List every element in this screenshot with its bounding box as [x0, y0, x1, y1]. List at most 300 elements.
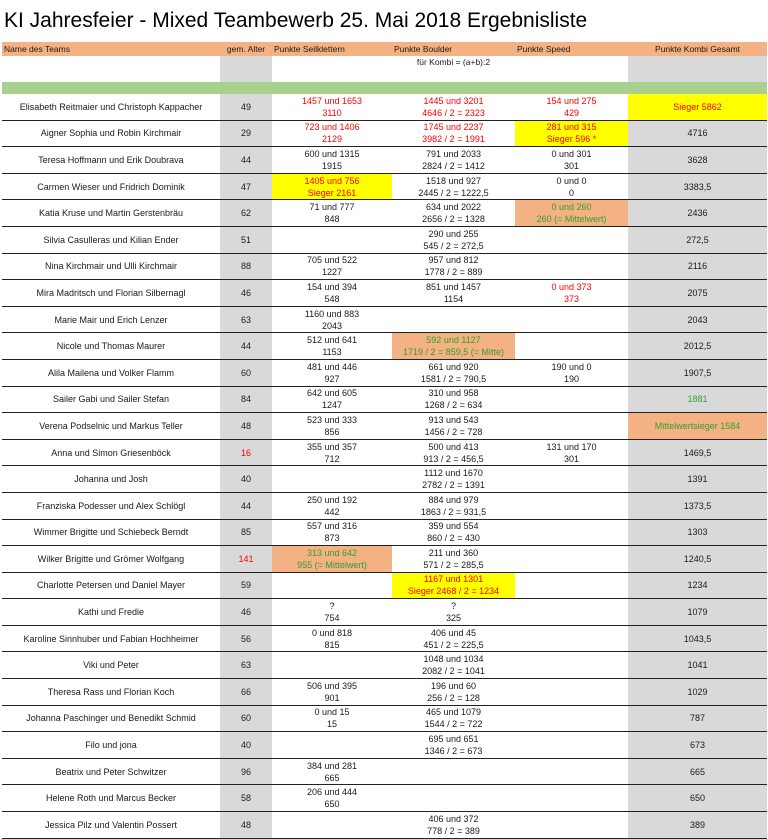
speed-cell: [515, 705, 628, 732]
speed-cell: [515, 625, 628, 652]
rope-cell: [272, 466, 392, 493]
rope-points-result: 901: [324, 692, 340, 703]
total-cell: [628, 413, 767, 440]
header-row: [2, 42, 767, 56]
total-value: 1041: [687, 660, 708, 671]
total-value: Mittelwertsieger 1584: [654, 420, 741, 431]
total-value: 2436: [687, 208, 708, 219]
rope-points-result: 754: [324, 613, 340, 624]
speed-cell: [515, 652, 628, 679]
age-value: 60: [240, 713, 251, 724]
total-value: 1469,5: [683, 447, 712, 458]
total-cell: [628, 333, 767, 360]
total-value: 4716: [687, 128, 708, 139]
rope-cell: [272, 519, 392, 546]
age-cell: [220, 519, 272, 546]
age-cell: [220, 572, 272, 599]
total-cell: [628, 386, 767, 413]
team-name-cell: [2, 572, 220, 599]
total-value: 1907,5: [683, 367, 712, 378]
table-row: [2, 200, 767, 227]
boulder-cell: [392, 120, 515, 147]
team-name: Charlotte Petersen und Daniel Mayer: [36, 580, 186, 591]
total-value: 1029: [687, 686, 708, 697]
team-name-cell: [2, 280, 220, 307]
rope-points-result: 650: [324, 799, 340, 810]
team-name-cell: [2, 812, 220, 839]
speed-points-detail: 0 und 260: [551, 202, 592, 213]
team-name: Johanna Paschinger und Benedikt Schmid: [26, 713, 196, 724]
table-row: [2, 812, 767, 839]
team-name: Anna und Simon Griesenböck: [51, 447, 171, 458]
rope-points-detail: 523 und 333: [306, 414, 358, 425]
rope-points-detail: 723 und 1406: [304, 122, 360, 133]
header-total: Punkte Kombi Gesamt: [628, 42, 767, 56]
team-name-cell: [2, 359, 220, 386]
team-name-cell: [2, 200, 220, 227]
table-row: [2, 546, 767, 573]
boulder-points-detail: ?: [450, 601, 456, 612]
total-value: 2075: [687, 287, 708, 298]
rope-cell: [272, 226, 392, 253]
team-name-cell: [2, 546, 220, 573]
boulder-points-detail: 791 und 2033: [425, 148, 482, 159]
speed-points-result: 190: [563, 373, 580, 384]
total-cell: [628, 599, 767, 626]
total-value: 1881: [687, 394, 708, 405]
speed-cell: [515, 599, 628, 626]
speed-cell: [515, 466, 628, 493]
team-name: Mira Madritsch und Florian Silbernagl: [36, 287, 186, 298]
age-value: 63: [240, 314, 251, 325]
rope-cell: [272, 173, 392, 200]
age-cell: [220, 758, 272, 785]
rope-cell: [272, 785, 392, 812]
age-cell: [220, 439, 272, 466]
table-row: [2, 705, 767, 732]
rope-cell: [272, 413, 392, 440]
rope-points-result: 665: [324, 772, 340, 783]
rope-points-result: 442: [324, 506, 340, 517]
total-cell: [628, 253, 767, 280]
rope-cell: [272, 333, 392, 360]
total-value: 673: [689, 740, 706, 751]
age-value: 46: [240, 607, 251, 618]
rope-cell: [272, 147, 392, 174]
age-cell: [220, 147, 272, 174]
age-cell: [220, 94, 272, 120]
boulder-points-result: 3982 / 2 = 1991: [422, 134, 485, 145]
rope-points-detail: 0 und 818: [311, 627, 353, 638]
age-value: 44: [240, 154, 251, 165]
age-cell: [220, 492, 272, 519]
boulder-cell: [392, 439, 515, 466]
table-row: [2, 413, 767, 440]
speed-cell: [515, 253, 628, 280]
speed-points-detail: 281 und 315: [546, 122, 597, 133]
speed-points-result: Sieger 596 *: [546, 134, 597, 145]
boulder-cell: [392, 519, 515, 546]
age-value: 60: [240, 367, 251, 378]
rope-points-detail: 384 und 281: [306, 760, 358, 771]
age-cell: [220, 120, 272, 147]
rope-points-detail: 71 und 777: [309, 202, 355, 213]
age-cell: [220, 466, 272, 493]
rope-cell: [272, 812, 392, 839]
age-value: 51: [240, 234, 251, 245]
team-name-cell: [2, 625, 220, 652]
speed-cell: [515, 280, 628, 307]
team-name-cell: [2, 173, 220, 200]
team-name: Aigner Sophia und Robin Kirchmair: [40, 128, 182, 139]
age-cell: [220, 785, 272, 812]
formula-row: [2, 56, 767, 82]
total-cell: [628, 572, 767, 599]
boulder-cell: [392, 333, 515, 360]
age-value: 47: [240, 181, 251, 192]
table-row: [2, 147, 767, 174]
total-value: 650: [689, 793, 706, 804]
total-value: 1234: [687, 580, 708, 591]
rope-points-result: 927: [324, 373, 340, 384]
age-value: 58: [240, 793, 251, 804]
boulder-points-result: 2445 / 2 = 1222,5: [418, 187, 489, 198]
rope-points-detail: 557 und 316: [306, 521, 358, 532]
team-name: Karoline Sinnhuber und Fabian Hochheimer: [23, 633, 199, 644]
rope-points-result: 712: [324, 453, 340, 464]
age-value: 66: [240, 686, 251, 697]
rope-cell: [272, 572, 392, 599]
boulder-points-result: 4646 / 2 = 2323: [422, 107, 485, 118]
team-name: Kathi und Fredie: [77, 607, 145, 618]
total-cell: [628, 173, 767, 200]
rope-points-result: 856: [324, 426, 340, 437]
speed-cell: [515, 679, 628, 706]
rope-cell: [272, 679, 392, 706]
rope-points-result: 1153: [322, 347, 342, 358]
boulder-cell: [392, 705, 515, 732]
speed-cell: [515, 173, 628, 200]
table-row: [2, 652, 767, 679]
table-row: [2, 173, 767, 200]
rope-points-detail: 1405 und 756: [304, 175, 360, 186]
speed-cell: [515, 120, 628, 147]
age-cell: [220, 359, 272, 386]
boulder-cell: [392, 280, 515, 307]
boulder-points-detail: 884 und 979: [428, 494, 479, 505]
age-cell: [220, 226, 272, 253]
boulder-points-detail: 957 und 812: [428, 255, 479, 266]
team-name: Marie Mair und Erich Lenzer: [54, 314, 168, 325]
boulder-points-detail: 661 und 920: [428, 361, 479, 372]
speed-cell: [515, 333, 628, 360]
speed-cell: [515, 439, 628, 466]
boulder-points-detail: 1518 und 927: [425, 175, 482, 186]
boulder-points-result: 325: [445, 613, 462, 624]
rope-points-detail: ?: [329, 601, 335, 612]
boulder-points-result: 2824 / 2 = 1412: [422, 160, 485, 171]
boulder-points-result: 451 / 2 = 225,5: [423, 639, 484, 650]
boulder-points-detail: 1112 und 1670: [424, 468, 483, 479]
header-age: gem. Alter: [220, 42, 272, 56]
team-name-cell: [2, 679, 220, 706]
total-value: 3628: [687, 154, 708, 165]
results-table: [2, 42, 767, 839]
boulder-points-result: 2782 / 2 = 1391: [422, 480, 485, 491]
age-cell: [220, 253, 272, 280]
team-name-cell: [2, 333, 220, 360]
total-cell: [628, 705, 767, 732]
boulder-cell: [392, 732, 515, 759]
total-value: 1043,5: [683, 633, 712, 644]
boulder-points-detail: 211 und 360: [428, 547, 479, 558]
speed-cell: [515, 306, 628, 333]
table-row: [2, 519, 767, 546]
boulder-points-detail: 196 und 60: [430, 680, 477, 691]
boulder-points-detail: 406 und 372: [428, 813, 479, 824]
team-name-cell: [2, 306, 220, 333]
team-name-cell: [2, 386, 220, 413]
speed-cell: [515, 812, 628, 839]
rope-points-detail: 313 und 642: [306, 547, 358, 558]
boulder-points-detail: 913 und 543: [428, 414, 479, 425]
team-name: Jessica Pilz und Valentin Possert: [45, 819, 177, 830]
rope-cell: [272, 359, 392, 386]
boulder-cell: [392, 466, 515, 493]
boulder-cell: [392, 599, 515, 626]
total-cell: [628, 306, 767, 333]
age-value: 48: [240, 420, 251, 431]
age-value: 85: [240, 527, 251, 538]
rope-points-detail: 1457 und 1653: [301, 95, 363, 106]
rope-points-detail: 0 und 15: [314, 707, 350, 718]
boulder-cell: [392, 652, 515, 679]
rope-cell: [272, 306, 392, 333]
rope-points-detail: 1160 und 883: [304, 308, 360, 319]
boulder-points-result: 1544 / 2 = 722: [424, 719, 483, 730]
rope-points-result: 873: [324, 533, 340, 544]
total-cell: [628, 147, 767, 174]
team-name: Wilker Brigitte und Grömer Wolfgang: [37, 553, 185, 564]
rope-cell: [272, 732, 392, 759]
total-value: 2043: [687, 314, 708, 325]
age-value: 48: [240, 819, 251, 830]
total-value: 272,5: [686, 234, 709, 245]
table-row: [2, 625, 767, 652]
speed-cell: [515, 359, 628, 386]
rope-cell: [272, 386, 392, 413]
age-value: 40: [240, 740, 251, 751]
table-row: [2, 732, 767, 759]
team-name: Katia Kruse und Martin Gerstenbräu: [38, 208, 184, 219]
team-name-cell: [2, 492, 220, 519]
rope-points-detail: 705 und 522: [306, 255, 358, 266]
team-name: Franziska Podesser und Alex Schlögl: [36, 500, 186, 511]
boulder-points-result: 571 / 2 = 285,5: [423, 559, 484, 570]
speed-cell: [515, 200, 628, 227]
team-name: Filo und jona: [85, 740, 137, 751]
boulder-points-detail: 695 und 651: [428, 734, 479, 745]
boulder-points-detail: 359 und 554: [428, 521, 479, 532]
rope-cell: [272, 280, 392, 307]
boulder-points-detail: 1048 und 1034: [423, 654, 484, 665]
speed-points-result: 373: [563, 293, 580, 304]
rope-cell: [272, 492, 392, 519]
speed-points-result: 0: [568, 187, 574, 198]
total-cell: [628, 652, 767, 679]
team-name-cell: [2, 466, 220, 493]
boulder-points-result: 1581 / 2 = 790,5: [420, 373, 487, 384]
age-cell: [220, 599, 272, 626]
age-value: 44: [240, 341, 251, 352]
age-cell: [220, 280, 272, 307]
team-name-cell: [2, 785, 220, 812]
header-boulder: Punkte Boulder: [392, 42, 515, 56]
total-cell: [628, 94, 767, 120]
total-cell: [628, 546, 767, 573]
team-name: Johanna und Josh: [74, 474, 148, 485]
rope-points-detail: 355 und 357: [306, 441, 358, 452]
header-team: Name des Teams: [2, 42, 220, 56]
table-row: [2, 466, 767, 493]
boulder-cell: [392, 147, 515, 174]
boulder-cell: [392, 413, 515, 440]
team-name: Theresa Rass und Florian Koch: [47, 686, 175, 697]
boulder-cell: [392, 492, 515, 519]
separator-row: [2, 82, 767, 94]
boulder-points-detail: 851 und 1457: [425, 281, 482, 292]
rope-cell: [272, 120, 392, 147]
boulder-cell: [392, 253, 515, 280]
speed-cell: [515, 519, 628, 546]
total-value: 389: [689, 819, 706, 830]
speed-cell: [515, 492, 628, 519]
boulder-cell: [392, 386, 515, 413]
boulder-cell: [392, 306, 515, 333]
team-name-cell: [2, 94, 220, 120]
team-name-cell: [2, 147, 220, 174]
team-name: Teresa Hoffmann und Erik Doubrava: [38, 154, 184, 165]
boulder-points-result: 2656 / 2 = 1328: [422, 214, 485, 225]
table-row: [2, 785, 767, 812]
table-row: [2, 758, 767, 785]
table-row: [2, 679, 767, 706]
rope-points-result: Sieger 2161: [307, 187, 357, 198]
total-value: 2116: [687, 261, 708, 272]
total-cell: [628, 812, 767, 839]
age-value: 29: [240, 128, 251, 139]
team-name-cell: [2, 599, 220, 626]
boulder-points-result: 2082 / 2 = 1041: [422, 666, 485, 677]
table-row: [2, 306, 767, 333]
speed-cell: [515, 785, 628, 812]
age-cell: [220, 200, 272, 227]
age-value: 46: [240, 287, 251, 298]
rope-points-detail: 506 und 395: [306, 680, 358, 691]
age-cell: [220, 546, 272, 573]
rope-points-result: 955 (= Mittelwert): [297, 559, 367, 570]
team-name-cell: [2, 120, 220, 147]
age-value: 96: [240, 766, 251, 777]
team-name-cell: [2, 226, 220, 253]
age-value: 49: [240, 101, 251, 112]
rope-cell: [272, 652, 392, 679]
age-cell: [220, 625, 272, 652]
boulder-points-detail: 1745 und 2237: [423, 122, 484, 133]
age-value: 141: [238, 553, 254, 564]
total-cell: [628, 280, 767, 307]
team-name-cell: [2, 439, 220, 466]
team-name: Sailer Gabi und Sailer Stefan: [52, 394, 170, 405]
boulder-points-result: Sieger 2468 / 2 = 1234: [407, 586, 500, 597]
boulder-cell: [392, 359, 515, 386]
rope-points-detail: 154 und 394: [306, 281, 358, 292]
total-cell: [628, 466, 767, 493]
team-name-cell: [2, 652, 220, 679]
speed-points-result: 260 (= Mittelwert): [536, 214, 607, 225]
rope-points-detail: 512 und 641: [306, 335, 358, 346]
boulder-cell: [392, 226, 515, 253]
header-speed: Punkte Speed: [515, 42, 628, 56]
rope-cell: [272, 705, 392, 732]
team-name-cell: [2, 705, 220, 732]
speed-points-detail: 0 und 0: [556, 175, 587, 186]
boulder-points-result: 1268 / 2 = 634: [424, 400, 483, 411]
team-name: Wimmer Brigitte und Schiebeck Berndt: [33, 527, 189, 538]
table-row: [2, 439, 767, 466]
speed-cell: [515, 546, 628, 573]
formula-note: für Kombi = (a+b):2: [416, 57, 491, 67]
total-cell: [628, 679, 767, 706]
age-value: 44: [240, 500, 251, 511]
age-cell: [220, 732, 272, 759]
rope-points-detail: 481 und 446: [306, 361, 358, 372]
boulder-points-result: 1863 / 2 = 931,5: [420, 506, 487, 517]
team-name: Helene Roth und Marcus Becker: [45, 793, 177, 804]
rope-points-result: 1227: [321, 267, 343, 278]
boulder-cell: [392, 200, 515, 227]
boulder-points-detail: 290 und 255: [428, 228, 479, 239]
team-name-cell: [2, 413, 220, 440]
boulder-points-detail: 406 und 45: [430, 627, 477, 638]
boulder-cell: [392, 758, 515, 785]
boulder-points-result: 1778 / 2 = 889: [424, 267, 483, 278]
speed-cell: [515, 94, 628, 120]
age-cell: [220, 679, 272, 706]
boulder-points-detail: 634 und 2022: [425, 202, 482, 213]
rope-points-result: 2129: [321, 134, 343, 145]
boulder-points-result: 545 / 2 = 272,5: [423, 240, 484, 251]
boulder-points-detail: 1167 und 1301: [423, 574, 484, 585]
speed-points-result: 301: [563, 160, 580, 171]
table-row: [2, 333, 767, 360]
speed-cell: [515, 758, 628, 785]
table-row: [2, 359, 767, 386]
team-name-cell: [2, 732, 220, 759]
boulder-cell: [392, 173, 515, 200]
team-name-cell: [2, 758, 220, 785]
total-cell: [628, 732, 767, 759]
team-name: Silvia Casulleras und Kilian Ender: [43, 234, 179, 245]
boulder-points-result: 778 / 2 = 389: [427, 825, 480, 836]
header-rope: Punkte Seilklettern: [272, 42, 392, 56]
rope-cell: [272, 758, 392, 785]
speed-cell: [515, 572, 628, 599]
table-row: [2, 94, 767, 120]
age-value: 62: [240, 208, 251, 219]
total-cell: [628, 519, 767, 546]
age-value: 56: [240, 633, 251, 644]
